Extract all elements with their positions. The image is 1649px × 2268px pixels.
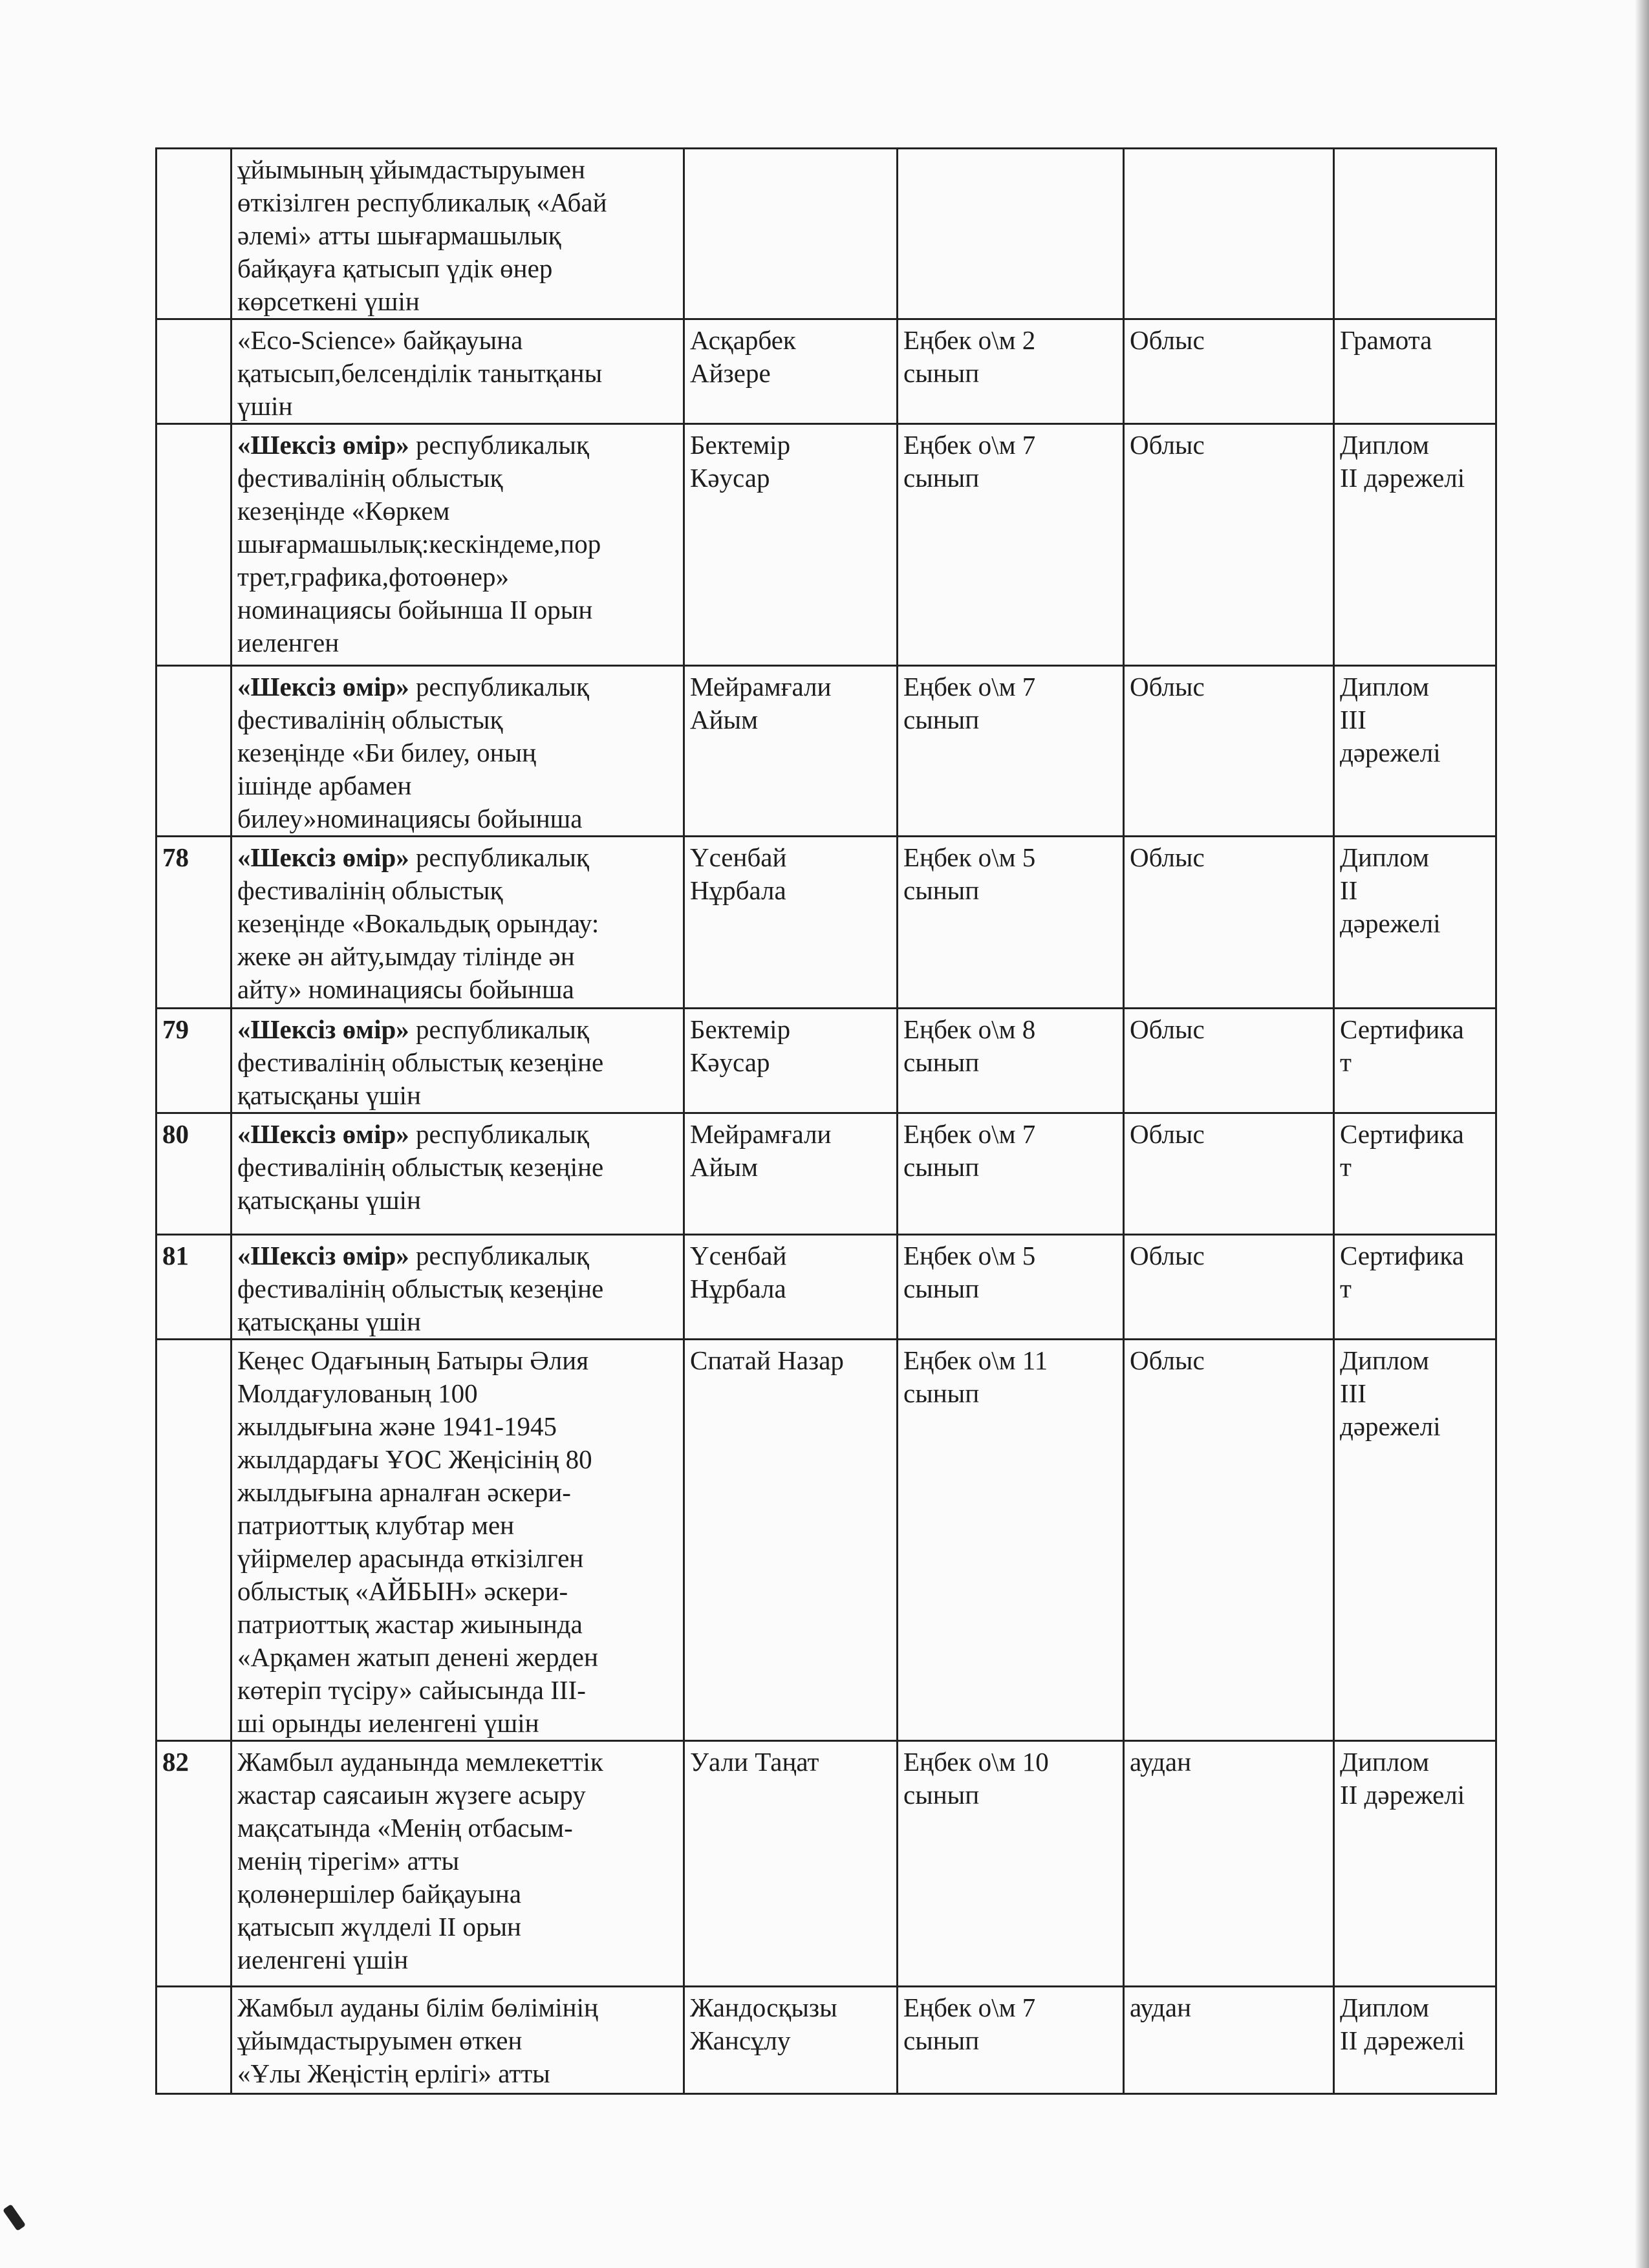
event-description: Жамбыл ауданы білім бөлімінің ұйымдастыруымен өткен «Ұлы Жеңістің ерлігі» атты xyxy=(237,1993,598,2088)
cell-school xyxy=(898,1741,1124,1987)
cell-student xyxy=(684,424,898,666)
award-text: Диплом III дәрежелі xyxy=(1340,672,1441,767)
award-text: Диплом II дәрежелі xyxy=(1340,430,1465,493)
student-text: Мейрамғали Айым xyxy=(690,1119,832,1182)
award-text: Сертифика т xyxy=(1340,1119,1464,1182)
cell-num xyxy=(156,424,232,666)
cell-award xyxy=(1334,1340,1496,1741)
school-text: Еңбек о\м 10 сынып xyxy=(903,1747,1049,1810)
event-description: республикалық фестивалінің облыстық кезеңінде «Би билеу, оның ішінде арбамен билеу»номинациясы бойынша xyxy=(237,672,589,833)
student-text: Үсенбай Нұрбала xyxy=(690,842,787,905)
cell-level xyxy=(1124,149,1334,319)
cell-school xyxy=(898,666,1124,837)
scan-corner-mark xyxy=(3,2204,26,2231)
cell-num: 80 xyxy=(156,1113,232,1235)
school-text: Еңбек о\м 11 сынып xyxy=(903,1345,1048,1408)
table-row xyxy=(156,1340,1496,1741)
cell-student xyxy=(684,1113,898,1235)
cell-num xyxy=(156,666,232,837)
cell-level xyxy=(1124,1987,1334,2094)
event-description: республикалық фестивалінің облыстық кезеңіне қатысқаны үшін xyxy=(237,1119,604,1215)
table-row xyxy=(156,837,1496,1009)
cell-school xyxy=(898,1235,1124,1340)
student-text: Үсенбай Нұрбала xyxy=(690,1241,787,1303)
student-text: Бектемір Кәусар xyxy=(690,430,791,493)
table-row xyxy=(156,666,1496,837)
award-text: Диплом II дәрежелі xyxy=(1340,1993,1465,2055)
event-description: Жамбыл ауданында мемлекеттік жастар саясаиын жүзеге асыру мақсатында «Менің отбасым- менің тірегім» атты қолөнершілер байқауына қатысып жүлделі II орын иеленгені үшін xyxy=(237,1747,603,1974)
award-text: Диплом II дәрежелі xyxy=(1340,842,1441,938)
school-text: Еңбек о\м 2 сынып xyxy=(903,325,1036,388)
cell-event xyxy=(232,1235,684,1340)
event-title-bold: «Шексіз өмір» xyxy=(237,430,409,460)
event-title-bold: «Шексіз өмір» xyxy=(237,1241,409,1270)
table-row xyxy=(156,424,1496,666)
cell-event xyxy=(232,1340,684,1741)
cell-student xyxy=(684,1741,898,1987)
event-description: республикалық фестивалінің облыстық кезеңіне қатысқаны үшін xyxy=(237,1241,604,1336)
table-row xyxy=(156,1987,1496,2094)
level-text: Облыс xyxy=(1130,325,1205,355)
cell-school xyxy=(898,1987,1124,2094)
event-title-bold: «Шексіз өмір» xyxy=(237,842,409,872)
cell-event xyxy=(232,837,684,1009)
cell-school xyxy=(898,1340,1124,1741)
cell-level xyxy=(1124,1340,1334,1741)
cell-student xyxy=(684,1009,898,1113)
cell-school xyxy=(898,319,1124,424)
cell-level xyxy=(1124,666,1334,837)
cell-student xyxy=(684,837,898,1009)
table-row xyxy=(156,1009,1496,1113)
school-text: Еңбек о\м 5 сынып xyxy=(903,842,1036,905)
level-text: Облыс xyxy=(1130,842,1205,872)
cell-event xyxy=(232,319,684,424)
student-text: Бектемір Кәусар xyxy=(690,1014,791,1077)
event-title-bold: «Шексіз өмір» xyxy=(237,1014,409,1044)
cell-event xyxy=(232,666,684,837)
cell-num: 82 xyxy=(156,1741,232,1987)
event-description: «Eco-Science» байқауына қатысып,белсенділік танытқаны үшін xyxy=(237,325,603,421)
cell-award xyxy=(1334,837,1496,1009)
cell-school xyxy=(898,837,1124,1009)
student-text: Асқарбек Айзере xyxy=(690,325,796,388)
level-text: Облыс xyxy=(1130,430,1205,460)
level-text: аудан xyxy=(1130,1747,1192,1777)
cell-event xyxy=(232,149,684,319)
cell-event xyxy=(232,1987,684,2094)
cell-num: 81 xyxy=(156,1235,232,1340)
cell-level xyxy=(1124,424,1334,666)
event-description: республикалық фестивалінің облыстық кезеңінде «Көркем шығармашылық:кескіндеме,пор трет,графика,фотоөнер» номинациясы бойынша II орын иеленген xyxy=(237,430,601,658)
cell-level xyxy=(1124,1009,1334,1113)
award-text: Сертифика т xyxy=(1340,1241,1464,1303)
cell-award xyxy=(1334,1235,1496,1340)
cell-award xyxy=(1334,1987,1496,2094)
award-text: Диплом II дәрежелі xyxy=(1340,1747,1465,1810)
cell-level xyxy=(1124,1113,1334,1235)
table-row xyxy=(156,319,1496,424)
table-row xyxy=(156,1235,1496,1340)
cell-award xyxy=(1334,1009,1496,1113)
cell-school xyxy=(898,1113,1124,1235)
event-title-bold: «Шексіз өмір» xyxy=(237,672,409,701)
student-text: Спатай Назар xyxy=(690,1345,844,1375)
level-text: аудан xyxy=(1130,1993,1192,2022)
award-text: Диплом III дәрежелі xyxy=(1340,1345,1441,1441)
cell-award xyxy=(1334,1113,1496,1235)
cell-award xyxy=(1334,1741,1496,1987)
cell-level xyxy=(1124,319,1334,424)
cell-school xyxy=(898,424,1124,666)
cell-num xyxy=(156,149,232,319)
school-text: Еңбек о\м 7 сынып xyxy=(903,1119,1036,1182)
level-text: Облыс xyxy=(1130,1119,1205,1149)
cell-event xyxy=(232,1113,684,1235)
cell-student xyxy=(684,1235,898,1340)
event-description: республикалық фестивалінің облыстық кезеңіне қатысқаны үшін xyxy=(237,1014,604,1110)
cell-award xyxy=(1334,666,1496,837)
level-text: Облыс xyxy=(1130,1014,1205,1044)
cell-level xyxy=(1124,1741,1334,1987)
school-text: Еңбек о\м 7 сынып xyxy=(903,430,1036,493)
student-text: Мейрамғали Айым xyxy=(690,672,832,734)
awards-table xyxy=(155,147,1497,2095)
cell-student xyxy=(684,319,898,424)
level-text: Облыс xyxy=(1130,1241,1205,1270)
school-text: Еңбек о\м 7 сынып xyxy=(903,672,1036,734)
cell-num xyxy=(156,1987,232,2094)
school-text: Еңбек о\м 7 сынып xyxy=(903,1993,1036,2055)
level-text: Облыс xyxy=(1130,1345,1205,1375)
cell-student xyxy=(684,1340,898,1741)
cell-num: 79 xyxy=(156,1009,232,1113)
cell-level xyxy=(1124,1235,1334,1340)
cell-school xyxy=(898,1009,1124,1113)
cell-award xyxy=(1334,424,1496,666)
school-text: Еңбек о\м 5 сынып xyxy=(903,1241,1036,1303)
cell-student xyxy=(684,666,898,837)
cell-school xyxy=(898,149,1124,319)
scan-edge-shadow xyxy=(1635,0,1649,2268)
awards-table-body xyxy=(156,149,1496,2094)
award-text: Грамота xyxy=(1340,325,1432,355)
cell-student xyxy=(684,149,898,319)
cell-event xyxy=(232,1009,684,1113)
award-text: Сертифика т xyxy=(1340,1014,1464,1077)
level-text: Облыс xyxy=(1130,672,1205,701)
event-description: Кеңес Одағының Батыры Әлия Молдағулованың 100 жылдығына және 1941-1945 жылдардағы ҰОС Жеңісінің 80 жылдығына арналған әскери- патриоттық клубтар мен үйірмелер арасында өткізілген облыстық «АЙБЫН» әскери- патриоттық жастар жиынында «Арқамен жатып денені жерден көтеріп түсіру» сайысында III- ші орынды иеленгені үшін xyxy=(237,1345,598,1738)
event-description: ұйымының ұйымдастыруымен өткізілген республикалық «Абай әлемі» атты шығармашылық байқауға қатысып үдік өнер көрсеткені үшін xyxy=(237,155,607,316)
event-description: республикалық фестивалінің облыстық кезеңінде «Вокальдық орындау: жеке ән айту,ымдау тілінде ән айту» номинациясы бойынша xyxy=(237,842,599,1004)
event-title-bold: «Шексіз өмір» xyxy=(237,1119,409,1149)
table-row xyxy=(156,1113,1496,1235)
table-row xyxy=(156,149,1496,319)
cell-award xyxy=(1334,149,1496,319)
cell-student xyxy=(684,1987,898,2094)
cell-num xyxy=(156,1340,232,1741)
cell-event xyxy=(232,424,684,666)
cell-num xyxy=(156,319,232,424)
school-text: Еңбек о\м 8 сынып xyxy=(903,1014,1036,1077)
student-text: Уали Таңат xyxy=(690,1747,819,1777)
cell-num: 78 xyxy=(156,837,232,1009)
cell-award xyxy=(1334,319,1496,424)
cell-event xyxy=(232,1741,684,1987)
table-row xyxy=(156,1741,1496,1987)
cell-level xyxy=(1124,837,1334,1009)
student-text: Жандосқызы Жансұлу xyxy=(690,1993,837,2055)
